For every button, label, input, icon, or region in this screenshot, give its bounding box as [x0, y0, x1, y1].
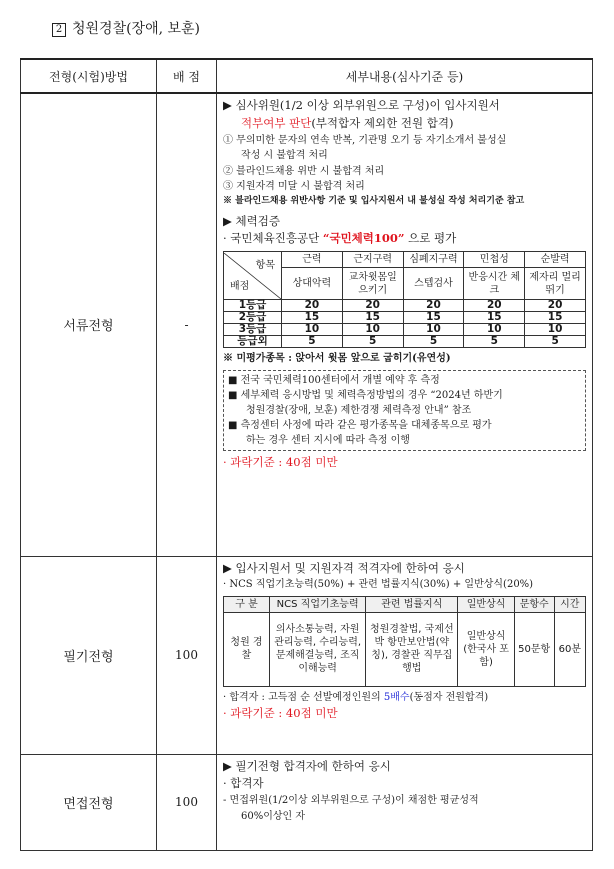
phys-val: 5	[342, 336, 403, 348]
doc-red-text: 적부여부 판단	[241, 115, 312, 130]
notice-line: ■ 측정센터 사정에 따라 같은 평가종목을 대체종목으로 평가	[228, 419, 492, 431]
phys-val: 20	[282, 300, 343, 312]
written-col: 문항수	[514, 596, 554, 612]
section-title: 청원경찰(장애, 보훈)	[72, 21, 201, 37]
score-written: 100	[157, 556, 217, 754]
written-cutoff: · 과락기준 : 40점 미만	[223, 706, 338, 721]
phys-val: 20	[342, 300, 403, 312]
header-score: 배 점	[157, 59, 217, 93]
phys-corner-item: 항목	[255, 259, 275, 271]
phys-sub: 스텝검사	[403, 268, 464, 300]
phys-grade: 1등급	[224, 300, 282, 312]
interview-line-2: · 합격자	[223, 776, 264, 791]
phys-sub: 상대악력	[282, 268, 343, 300]
method-written: 필기전형	[21, 556, 157, 754]
score-document: -	[157, 93, 217, 556]
doc-note: ※ 블라인드채용 위반사항 기준 및 입사지원서 내 불성실 작성 처리기준 참고	[223, 195, 525, 206]
phys-row	[224, 336, 586, 348]
phys-col: 근지구력	[342, 252, 403, 268]
written-pass-blue: 5배수	[383, 691, 410, 703]
phys-grade: 2등급	[224, 312, 282, 324]
phys-line-pre: · 국민체육진흥공단	[223, 231, 323, 246]
row-written	[21, 556, 593, 754]
interview-line-3: - 면접위원(1/2이상 외부위원으로 구성)이 채점한 평균성적	[223, 795, 479, 807]
row-document	[21, 93, 593, 556]
written-ncs: 의사소통능력, 자원관리능력, 수리능력, 문제해결능력, 조직이해능력	[270, 612, 366, 686]
phys-val: 15	[403, 312, 464, 324]
written-general: 일반상식 (한국사 포함)	[458, 612, 514, 686]
written-time: 60분	[554, 612, 585, 686]
doc-item-1: ① 무의미한 문자의 연속 반복, 기관명 오기 등 자기소개서 불성실	[223, 134, 507, 146]
phys-val: 5	[525, 336, 586, 348]
doc-line-1-rest: (부적합자 제외한 전원 합격)	[311, 115, 454, 130]
phys-val: 15	[282, 312, 343, 324]
notice-line: ■ 전국 국민체력100센터에서 개별 예약 후 측정	[228, 374, 440, 386]
doc-cutoff: · 과락기준 : 40점 미만	[223, 454, 338, 469]
phys-grade: 등급외	[224, 336, 282, 348]
written-line-2: · NCS 직업기초능력(50%) + 관련 법률지식(30%) + 일반상식(20%)	[223, 579, 534, 591]
written-col: 관련 법률지식	[366, 596, 458, 612]
notice-line: 청원경찰(장애, 보훈) 제한경쟁 체력측정 안내” 참조	[246, 404, 472, 416]
interview-line-4: 60%이상인 자	[241, 810, 306, 822]
phys-line-post: 으로 평가	[404, 231, 457, 246]
phys-val: 20	[464, 300, 525, 312]
section-number: 2	[52, 23, 66, 37]
phys-val: 5	[464, 336, 525, 348]
written-pass-pre: · 합격자 : 고득점 순 선발예정인원의	[223, 691, 384, 703]
written-col: 일반상식	[458, 596, 514, 612]
header-row	[21, 59, 593, 93]
phys-grade: 3등급	[224, 324, 282, 336]
phys-val: 10	[525, 324, 586, 336]
phys-col: 심폐지구력	[403, 252, 464, 268]
phys-sub: 제자리 멀리뛰기	[525, 268, 586, 300]
phys-val: 10	[464, 324, 525, 336]
written-col: NCS 직업기초능력	[270, 596, 366, 612]
notice-line: ■ 세부체력 응시방법 및 체력측정방법의 경우 “2024년 하반기	[228, 389, 503, 401]
phys-val: 5	[403, 336, 464, 348]
phys-col: 순발력	[525, 252, 586, 268]
score-interview: 100	[157, 754, 217, 850]
phys-row	[224, 324, 586, 336]
header-method: 전형(시험)방법	[21, 59, 157, 93]
detail-document	[217, 93, 593, 556]
written-type: 청원 경찰	[224, 612, 270, 686]
written-exam-table	[223, 596, 586, 687]
doc-item-3: ③ 지원자격 미달 시 불합격 처리	[223, 181, 365, 193]
phys-line-red: “국민체력100”	[322, 231, 405, 246]
phys-val: 5	[282, 336, 343, 348]
written-col: 시간	[554, 596, 585, 612]
detail-written	[217, 556, 593, 754]
header-detail: 세부내용(심사기준 등)	[217, 59, 593, 93]
written-col: 구 분	[224, 596, 270, 612]
phys-val: 15	[342, 312, 403, 324]
phys-val: 10	[342, 324, 403, 336]
section-heading	[52, 18, 200, 38]
phys-val: 15	[525, 312, 586, 324]
physical-score-table	[223, 251, 586, 348]
doc-line-1: ▶ 심사위원(1/2 이상 외부위원으로 구성)이 입사지원서	[223, 98, 500, 112]
notice-line: 하는 경우 센터 지시에 따라 측정 이행	[246, 434, 410, 446]
measurement-notice-box	[223, 370, 586, 451]
phys-corner-grade: 배점	[230, 280, 250, 292]
phys-val: 15	[464, 312, 525, 324]
written-line-1: ▶ 입사지원서 및 지원자격 적격자에 한하여 응시	[223, 560, 465, 575]
written-law: 청원경찰법, 국제선박 항만보안법(약칭), 경찰관 직무집행법	[366, 612, 458, 686]
phys-val: 20	[403, 300, 464, 312]
phys-val: 10	[282, 324, 343, 336]
interview-line-1: ▶ 필기전형 합격자에 한하여 응시	[223, 758, 391, 773]
detail-interview	[217, 754, 593, 850]
phys-col: 민첩성	[464, 252, 525, 268]
phys-val: 20	[525, 300, 586, 312]
method-document: 서류전형	[21, 93, 157, 556]
written-pass-post: (동점자 전원합격)	[409, 691, 489, 703]
written-count: 50문항	[514, 612, 554, 686]
unrated-note: ※ 미평가종목 : 앉아서 윗몸 앞으로 굽히기(유연성)	[223, 353, 451, 365]
row-interview	[21, 754, 593, 850]
doc-item-1b: 작성 시 불합격 처리	[241, 150, 328, 162]
phys-row	[224, 300, 586, 312]
phys-val: 10	[403, 324, 464, 336]
phys-sub: 반응시간 체크	[464, 268, 525, 300]
phys-col: 근력	[282, 252, 343, 268]
phys-title: ▶ 체력검증	[223, 213, 280, 228]
selection-table	[20, 58, 593, 851]
phys-corner-cell	[224, 252, 282, 300]
doc-item-2: ② 블라인드채용 위반 시 불합격 처리	[223, 165, 385, 177]
phys-row	[224, 312, 586, 324]
phys-sub: 교차윗몸일으키기	[342, 268, 403, 300]
method-interview: 면접전형	[21, 754, 157, 850]
